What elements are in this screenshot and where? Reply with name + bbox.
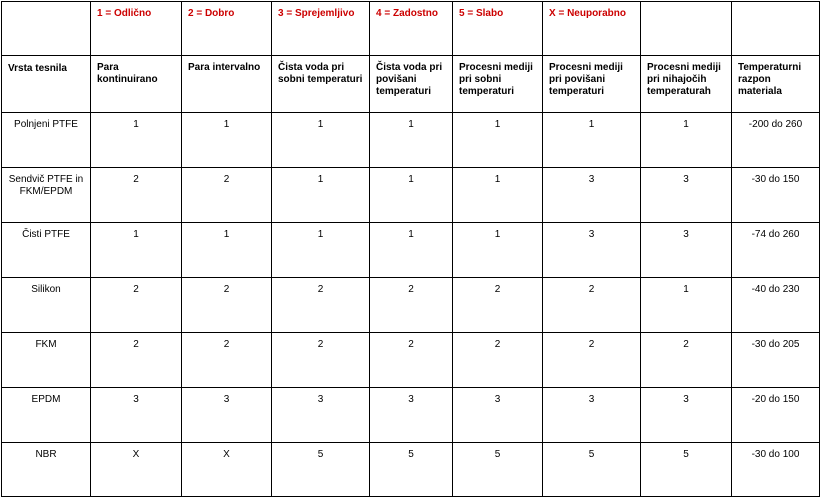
column-header: Čista voda pri sobni temperaturi: [272, 56, 370, 113]
rating-cell: 1: [370, 168, 453, 223]
seal-compatibility-table: [1, 1, 820, 497]
rating-cell: 1: [182, 223, 272, 278]
seal-type-cell: Polnjeni PTFE: [2, 113, 91, 168]
rating-legend-row: [2, 2, 820, 56]
rating-cell: 5: [272, 443, 370, 497]
rating-cell: 2: [272, 333, 370, 388]
legend-cell-neuporabno: X = Neuporabno: [543, 2, 641, 56]
table-row: [2, 278, 820, 333]
legend-cell-blank: [641, 2, 732, 56]
rating-cell: 3: [641, 223, 732, 278]
seal-type-cell: NBR: [2, 443, 91, 497]
column-header: Procesni mediji pri nihajočih temperaturah: [641, 56, 732, 113]
rating-cell: 3: [641, 388, 732, 443]
legend-cell-odlicno: 1 = Odlično: [91, 2, 182, 56]
rating-cell: 1: [641, 278, 732, 333]
rating-cell: 2: [272, 278, 370, 333]
rating-cell: 3: [91, 388, 182, 443]
rating-cell: 3: [370, 388, 453, 443]
rating-cell: 2: [641, 333, 732, 388]
column-header: Čista voda pri povišani temperaturi: [370, 56, 453, 113]
rating-cell: 2: [91, 278, 182, 333]
rating-cell: 1: [453, 223, 543, 278]
legend-cell-blank: [2, 2, 91, 56]
rating-cell: X: [91, 443, 182, 497]
rating-cell: 2: [182, 333, 272, 388]
rating-cell: 2: [543, 333, 641, 388]
table-row: [2, 443, 820, 497]
temperature-range-cell: -30 do 150: [732, 168, 820, 223]
rating-cell: 3: [543, 168, 641, 223]
column-header-row: [2, 56, 820, 113]
table-row: [2, 223, 820, 278]
rating-cell: 3: [453, 388, 543, 443]
rating-cell: 1: [272, 113, 370, 168]
rating-cell: 2: [91, 168, 182, 223]
legend-cell-blank: [732, 2, 820, 56]
table-row: [2, 388, 820, 443]
temperature-range-cell: -200 do 260: [732, 113, 820, 168]
rating-cell: 5: [370, 443, 453, 497]
column-header: Procesni mediji pri povišani temperaturi: [543, 56, 641, 113]
rating-cell: 1: [272, 223, 370, 278]
rating-cell: 2: [370, 333, 453, 388]
rating-cell: 5: [453, 443, 543, 497]
rating-cell: 1: [370, 113, 453, 168]
legend-cell-slabo: 5 = Slabo: [453, 2, 543, 56]
rating-cell: 2: [182, 278, 272, 333]
table-row: [2, 333, 820, 388]
rating-cell: 1: [543, 113, 641, 168]
rating-cell: 2: [543, 278, 641, 333]
legend-cell-sprejemljivo: 3 = Sprejemljivo: [272, 2, 370, 56]
temperature-range-cell: -20 do 150: [732, 388, 820, 443]
rating-cell: 1: [91, 223, 182, 278]
rating-cell: 2: [91, 333, 182, 388]
rating-cell: 3: [641, 168, 732, 223]
seal-type-cell: Čisti PTFE: [2, 223, 91, 278]
rating-cell: 2: [453, 278, 543, 333]
rating-cell: 5: [641, 443, 732, 497]
rating-cell: 3: [543, 388, 641, 443]
rating-cell: 2: [182, 168, 272, 223]
rating-cell: X: [182, 443, 272, 497]
temperature-range-cell: -40 do 230: [732, 278, 820, 333]
rating-cell: 1: [272, 168, 370, 223]
legend-cell-dobro: 2 = Dobro: [182, 2, 272, 56]
seal-type-cell: Sendvič PTFE in FKM/EPDM: [2, 168, 91, 223]
column-header: Temperaturni razpon materiala: [732, 56, 820, 113]
rating-cell: 1: [453, 113, 543, 168]
rating-cell: 1: [370, 223, 453, 278]
table-row: [2, 113, 820, 168]
temperature-range-cell: -30 do 205: [732, 333, 820, 388]
rating-cell: 3: [272, 388, 370, 443]
rating-cell: 1: [91, 113, 182, 168]
rating-cell: 2: [453, 333, 543, 388]
rating-cell: 3: [182, 388, 272, 443]
temperature-range-cell: -74 do 260: [732, 223, 820, 278]
seal-type-cell: EPDM: [2, 388, 91, 443]
column-header: Vrsta tesnila: [2, 56, 91, 113]
temperature-range-cell: -30 do 100: [732, 443, 820, 497]
legend-cell-zadostno: 4 = Zadostno: [370, 2, 453, 56]
rating-cell: 1: [453, 168, 543, 223]
seal-type-cell: Silikon: [2, 278, 91, 333]
seal-type-cell: FKM: [2, 333, 91, 388]
rating-cell: 1: [182, 113, 272, 168]
rating-cell: 3: [543, 223, 641, 278]
rating-cell: 2: [370, 278, 453, 333]
column-header: Procesni mediji pri sobni temperaturi: [453, 56, 543, 113]
rating-cell: 1: [641, 113, 732, 168]
column-header: Para kontinuirano: [91, 56, 182, 113]
rating-cell: 5: [543, 443, 641, 497]
column-header: Para intervalno: [182, 56, 272, 113]
table-row: [2, 168, 820, 223]
